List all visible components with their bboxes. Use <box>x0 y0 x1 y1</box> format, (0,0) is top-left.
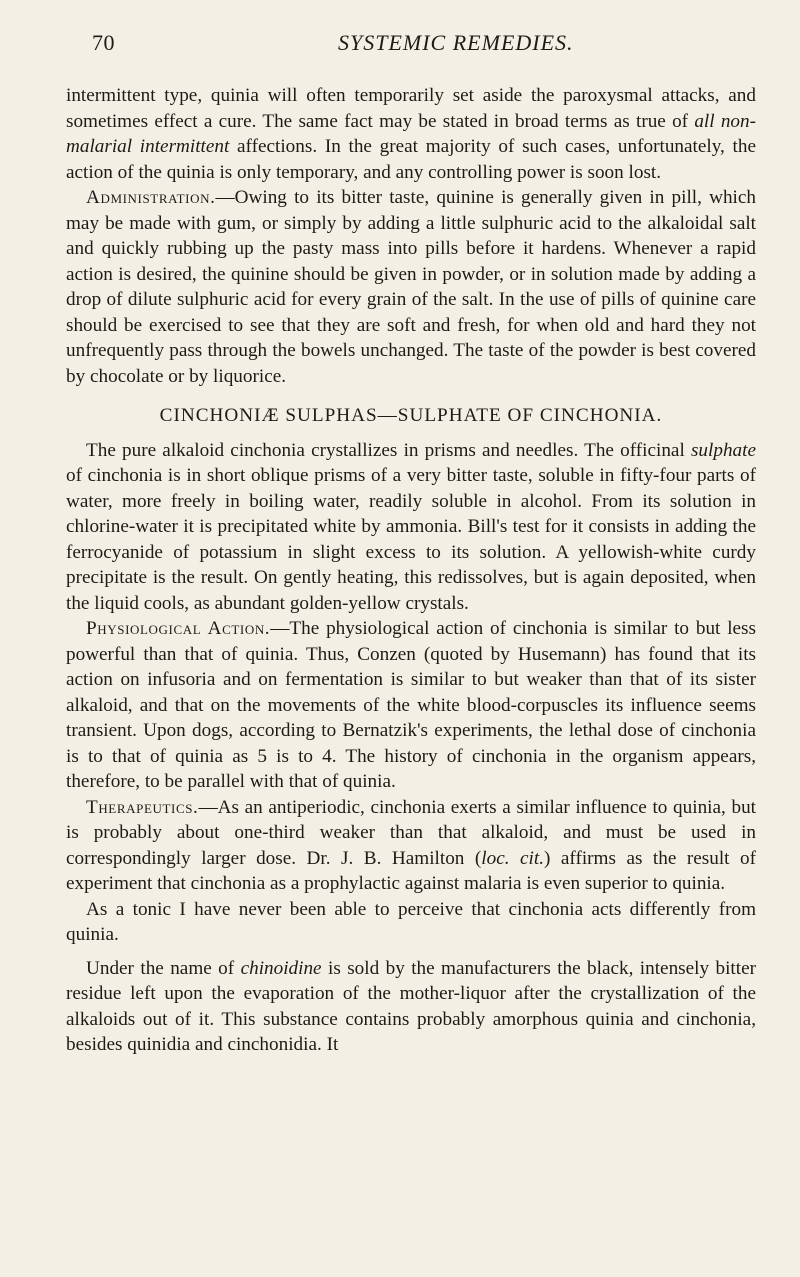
paragraph-lead: Physiological Action. <box>86 618 271 639</box>
paragraph-lead: Therapeutics. <box>86 796 199 818</box>
paragraph-intermittent <box>66 83 756 185</box>
page-header <box>0 30 800 56</box>
body-text <box>66 83 756 1058</box>
section-heading: CINCHONIÆ SULPHAS—SULPHATE OF CINCHONIA. <box>159 405 663 426</box>
page-number: 70 <box>92 30 115 55</box>
text-run: —Owing to its bitter taste, quinine is generally given in pill, which may be made with gum, or simply by adding a little sulphuric acid to the alkaloidal salt and quickly rubbing up the pasty mass into pills before it hardens. Whenever a rapid action is desired, the quinine should be given in powder, or in solution made by adding a drop of dilute sulphuric acid for every grain of the salt. In the use of pills of quinine care should be exercised to see that they are soft and fresh, for when old and hard they not unfrequently pass through the bowels unchanged. The taste of the powder is best covered by chocolate or by liquorice. <box>66 187 756 387</box>
running-head: SYSTEMIC REMEDIES. <box>338 30 574 55</box>
text-run: intermittent type, quinia will often temporarily set aside the paroxysmal attacks, and sometimes effect a cure. The same fact may be stated in broad terms as true of <box>66 85 756 132</box>
italic-phrase: sulphate <box>690 439 756 461</box>
text-run: ) affirms as the result of experiment that cinchonia as a prophylactic against malaria is even superior to quinia. <box>66 847 756 894</box>
paragraph-physiological-action <box>66 616 756 795</box>
text-run: Under the name of <box>86 957 241 979</box>
text-run: —The physiological action of cinchonia is similar to but less powerful than that of quinia. Thus, Conzen (quoted by Husemann) has found that its action on infusoria and on fermentation is similar to but weaker than that of its sister alkaloid, and that on the movements of the white blood-corpuscles its influence seems transient. Upon dogs, according to Bernatzik's experiments, the lethal dose of cinchonia is to that of quinia as 5 is to 4. The history of cinchonia in the organism appears, therefore, to be parallel with that of quinia. <box>66 618 756 792</box>
text-run: of cinchonia is in short oblique prisms of a very bitter taste, soluble in fifty-four parts of water, more freely in boiling water, readily soluble in alcohol. From its solution in chlorine-water it is precipitated white by ammonia. Bill's test for it consists in adding the ferrocyanide of potassium in slight excess to its solution. A yellowish-white curdy precipitate is the result. On gently heating, this redissolves, but is again deposited, when the liquid cools, as abundant golden-yellow crystals. <box>66 465 756 614</box>
paragraph-chinoidine <box>66 956 756 1058</box>
paragraph-lead: Administration. <box>86 187 216 208</box>
text-run: is sold by the manufacturers the black, intensely bitter residue left upon the evaporation of the mother-liquor after the crystallization of the alkaloids out of it. This substance contains probably amorphous quinia and cinchonia, besides quinidia and cinchonidia. It <box>66 957 756 1055</box>
text-run: The pure alkaloid cinchonia crystallizes in prisms and needles. The officinal <box>86 439 691 461</box>
paragraph-administration <box>66 185 756 389</box>
paragraph-tonic: As a tonic I have never been able to perceive that cinchonia acts differently from quinia. <box>66 898 756 945</box>
text-run: —As an antiperiodic, cinchonia exerts a similar influence to quinia, but is probably about one-third weaker than that alkaloid, and must be used in correspondingly larger dose. Dr. J. B. Hamilton ( <box>66 796 756 869</box>
italic-phrase: all non-malarial intermittent <box>66 110 756 157</box>
italic-phrase: loc. cit. <box>481 847 544 869</box>
italic-phrase: chinoidine <box>240 957 322 979</box>
text-run: affections. In the great majority of such cases, unfortunately, the action of the quinia is only temporary, and any controlling power is soon lost. <box>66 136 756 183</box>
paragraph-therapeutics <box>66 795 756 897</box>
paragraph-cinchonia-description <box>66 438 756 617</box>
